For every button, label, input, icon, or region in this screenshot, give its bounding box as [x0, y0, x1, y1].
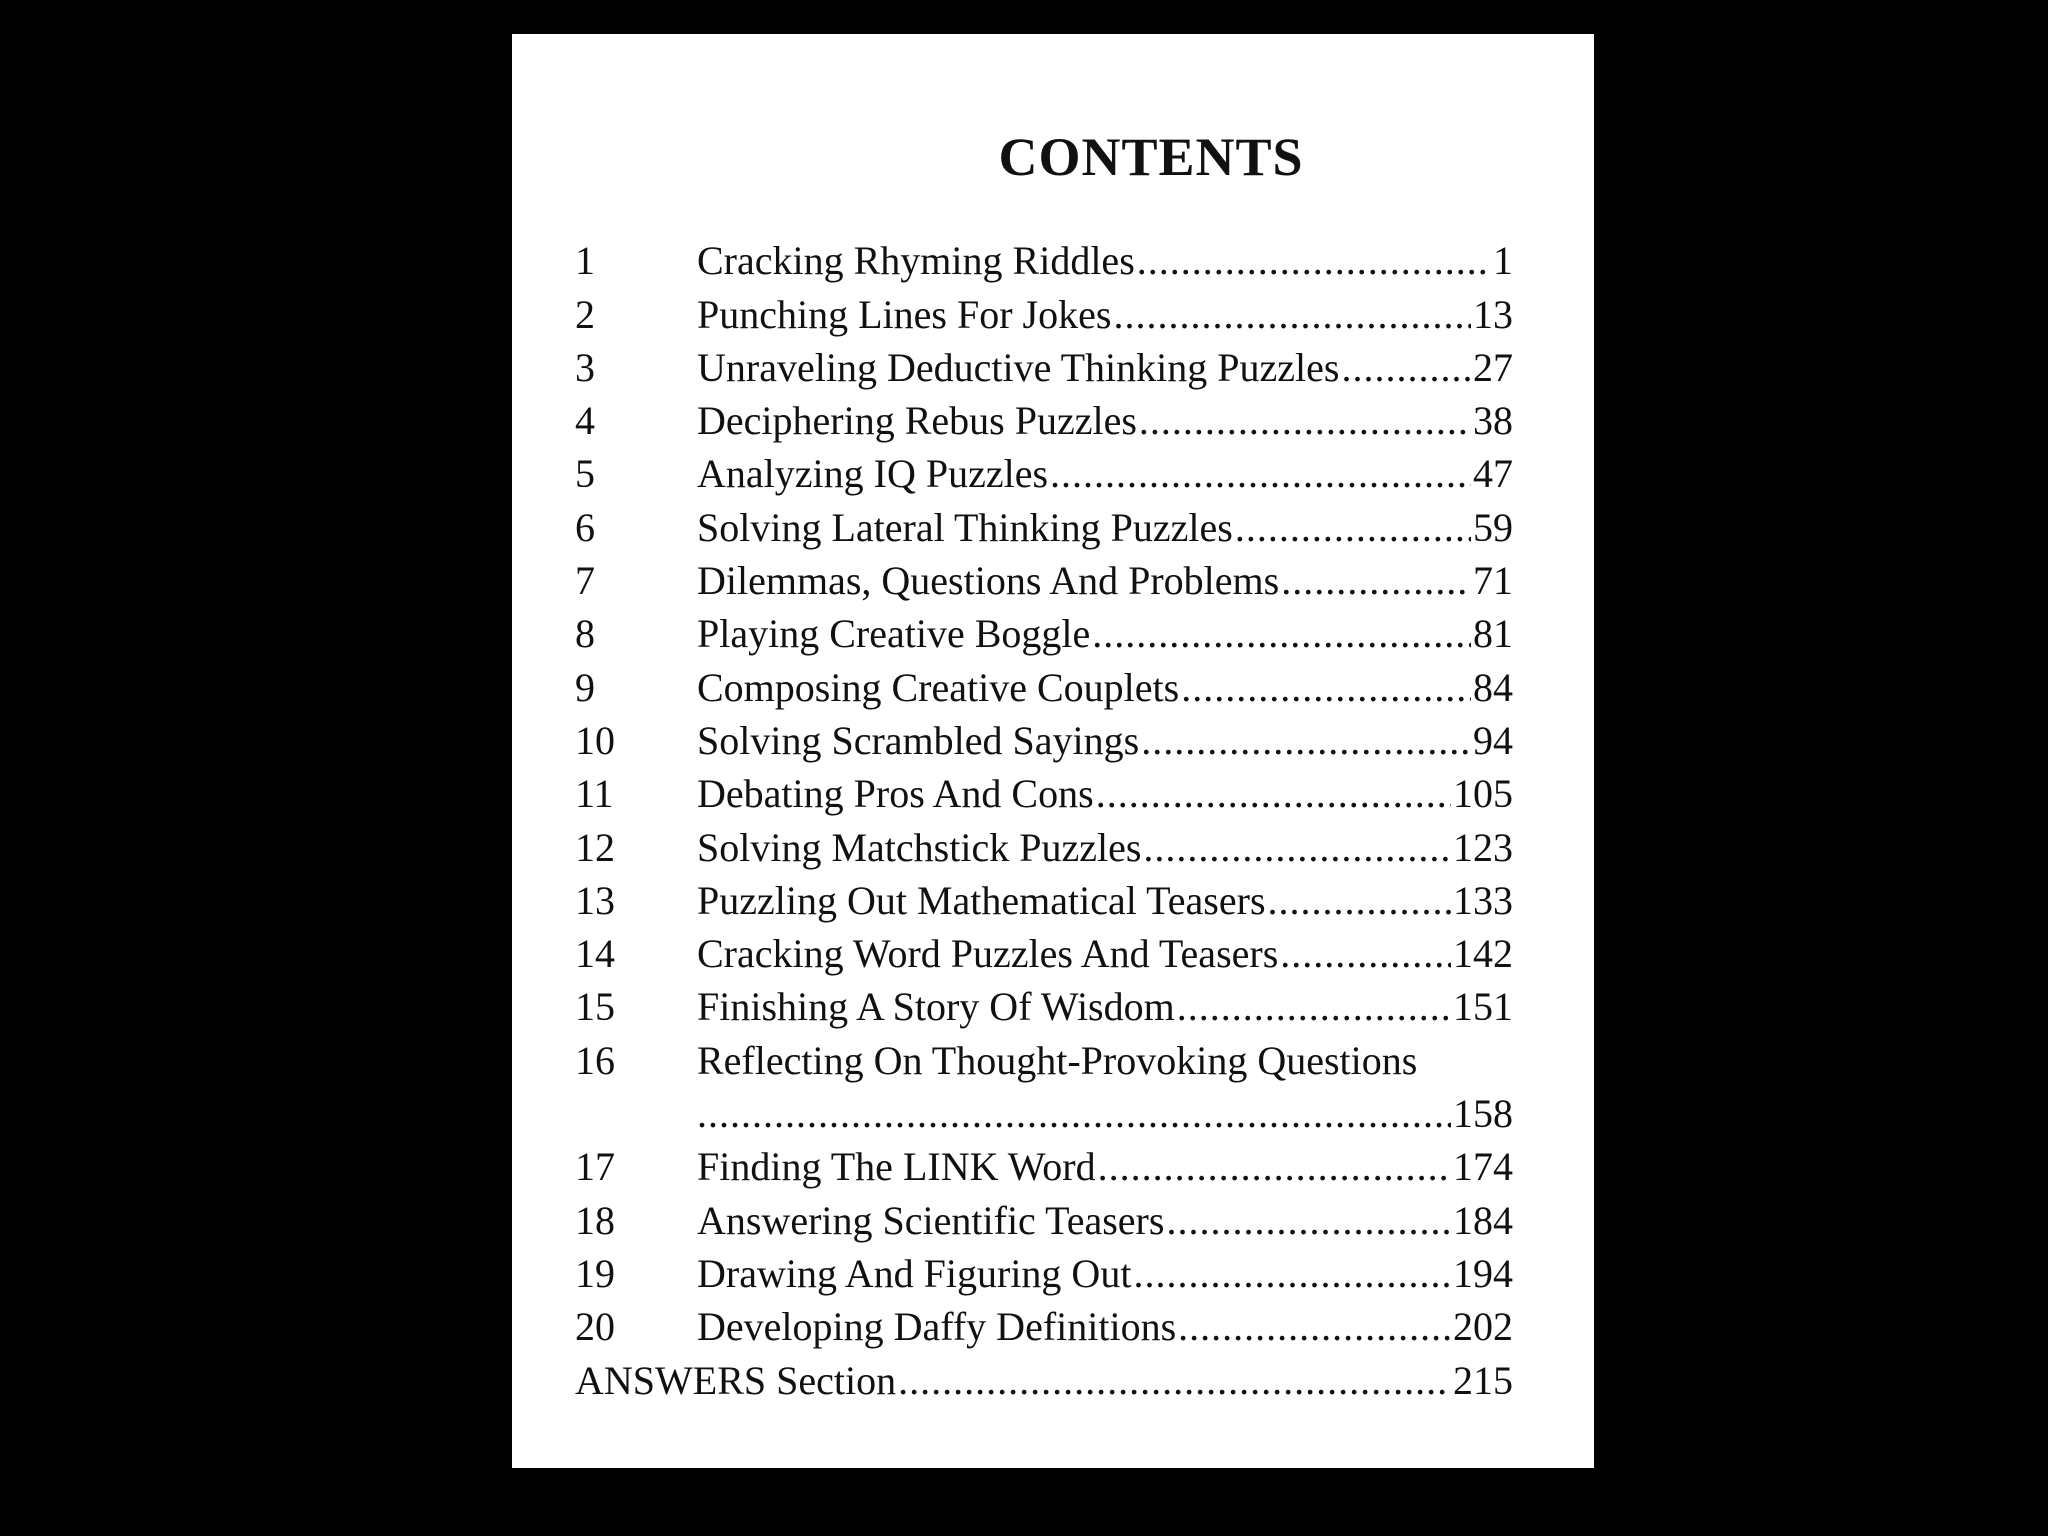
toc-entry [575, 980, 1513, 1033]
chapter-title: Drawing And Figuring Out [697, 1250, 1132, 1296]
toc-entry [575, 554, 1513, 607]
toc-entry [575, 1033, 1513, 1086]
chapter-number: 16 [575, 1037, 615, 1083]
toc-entry-continuation [575, 1087, 1513, 1140]
chapter-number: 20 [575, 1304, 615, 1350]
chapter-number: 19 [575, 1250, 615, 1296]
chapter-number: 6 [575, 504, 595, 550]
chapter-title: Puzzling Out Mathematical Teasers [697, 877, 1266, 923]
dot-leader [1113, 288, 1471, 341]
dot-leader [1092, 607, 1471, 660]
page-number: 142 [1453, 931, 1513, 977]
toc-entry [575, 767, 1513, 820]
table-of-contents [575, 234, 1513, 1407]
dot-leader [1235, 501, 1471, 554]
dot-leader [1280, 927, 1451, 980]
dot-leader [1098, 1140, 1451, 1193]
chapter-number: 10 [575, 717, 615, 763]
page-number: 174 [1453, 1144, 1513, 1190]
chapter-number: 14 [575, 931, 615, 977]
toc-entry [575, 927, 1513, 980]
page-number: 47 [1473, 451, 1513, 497]
toc-entry [575, 607, 1513, 660]
page-number: 84 [1473, 664, 1513, 710]
toc-entry [575, 874, 1513, 927]
chapter-number: 5 [575, 451, 595, 497]
page-number: 194 [1453, 1250, 1513, 1296]
chapter-title: Reflecting On Thought-Provoking Questions [697, 1037, 1418, 1083]
chapter-title: Playing Creative Boggle [697, 611, 1091, 657]
toc-entry [575, 394, 1513, 447]
dot-leader [1137, 234, 1491, 287]
document-page [512, 34, 1594, 1468]
page-number: 27 [1473, 344, 1513, 390]
chapter-title: Cracking Word Puzzles And Teasers [697, 931, 1279, 977]
chapter-number: 18 [575, 1197, 615, 1243]
dot-leader [1050, 447, 1471, 500]
page-number: 1 [1493, 238, 1513, 284]
page-number: 215 [1453, 1357, 1513, 1403]
page-number: 13 [1473, 291, 1513, 337]
answers-title: ANSWERS Section [575, 1357, 897, 1403]
page-number: 59 [1473, 504, 1513, 550]
page-number: 184 [1453, 1197, 1513, 1243]
chapter-number: 17 [575, 1144, 615, 1190]
page-number: 81 [1473, 611, 1513, 657]
toc-entry [575, 820, 1513, 873]
chapter-title: Analyzing IQ Puzzles [697, 451, 1049, 497]
chapter-title: Solving Scrambled Sayings [697, 717, 1140, 763]
dot-leader [898, 1354, 1451, 1407]
chapter-number: 11 [575, 771, 614, 817]
dot-leader [697, 1087, 1451, 1140]
toc-entry [575, 341, 1513, 394]
toc-answers-entry [575, 1353, 1513, 1406]
chapter-number: 7 [575, 558, 595, 604]
chapter-title: Dilemmas, Questions And Problems [697, 558, 1280, 604]
page-number: 71 [1473, 558, 1513, 604]
toc-entry [575, 1247, 1513, 1300]
page-number: 151 [1453, 984, 1513, 1030]
chapter-number: 13 [575, 877, 615, 923]
chapter-number: 8 [575, 611, 595, 657]
page-number: 38 [1473, 398, 1513, 444]
chapter-number: 4 [575, 398, 595, 444]
dot-leader [1139, 394, 1471, 447]
dot-leader [1133, 1247, 1451, 1300]
dot-leader [1341, 341, 1471, 394]
dot-leader [1141, 714, 1471, 767]
chapter-number: 15 [575, 984, 615, 1030]
chapter-title: Composing Creative Couplets [697, 664, 1180, 710]
chapter-title: Developing Daffy Definitions [697, 1304, 1177, 1350]
toc-entry [575, 660, 1513, 713]
page-number: 133 [1453, 877, 1513, 923]
dot-leader [1268, 874, 1451, 927]
chapter-number: 3 [575, 344, 595, 390]
toc-entry [575, 1300, 1513, 1353]
chapter-number: 9 [575, 664, 595, 710]
page-title: CONTENTS [998, 127, 1304, 187]
page-number: 123 [1453, 824, 1513, 870]
page-number: 94 [1473, 717, 1513, 763]
toc-entry [575, 1140, 1513, 1193]
page-number: 202 [1453, 1304, 1513, 1350]
toc-entry [575, 1193, 1513, 1246]
chapter-title: Solving Matchstick Puzzles [697, 824, 1142, 870]
page-number: 158 [1453, 1091, 1513, 1137]
page-number: 105 [1453, 771, 1513, 817]
chapter-title: Punching Lines For Jokes [697, 291, 1112, 337]
chapter-title: Debating Pros And Cons [697, 771, 1094, 817]
dot-leader [1181, 661, 1471, 714]
toc-entry [575, 500, 1513, 553]
chapter-number: 1 [575, 238, 595, 284]
toc-entry [575, 234, 1513, 287]
chapter-title: Deciphering Rebus Puzzles [697, 398, 1137, 444]
chapter-title: Answering Scientific Teasers [697, 1197, 1165, 1243]
dot-leader [1177, 980, 1451, 1033]
dot-leader [1178, 1300, 1451, 1353]
toc-entry [575, 287, 1513, 340]
dot-leader [1096, 767, 1451, 820]
chapter-title: Finding The LINK Word [697, 1144, 1096, 1190]
dot-leader [1166, 1194, 1451, 1247]
chapter-title: Cracking Rhyming Riddles [697, 238, 1135, 284]
dot-leader [1143, 821, 1451, 874]
toc-entry [575, 714, 1513, 767]
chapter-title: Unraveling Deductive Thinking Puzzles [697, 344, 1340, 390]
toc-entry [575, 447, 1513, 500]
chapter-number: 2 [575, 291, 595, 337]
chapter-title: Finishing A Story Of Wisdom [697, 984, 1175, 1030]
chapter-title: Solving Lateral Thinking Puzzles [697, 504, 1233, 550]
chapter-number: 12 [575, 824, 615, 870]
dot-leader [1281, 554, 1471, 607]
